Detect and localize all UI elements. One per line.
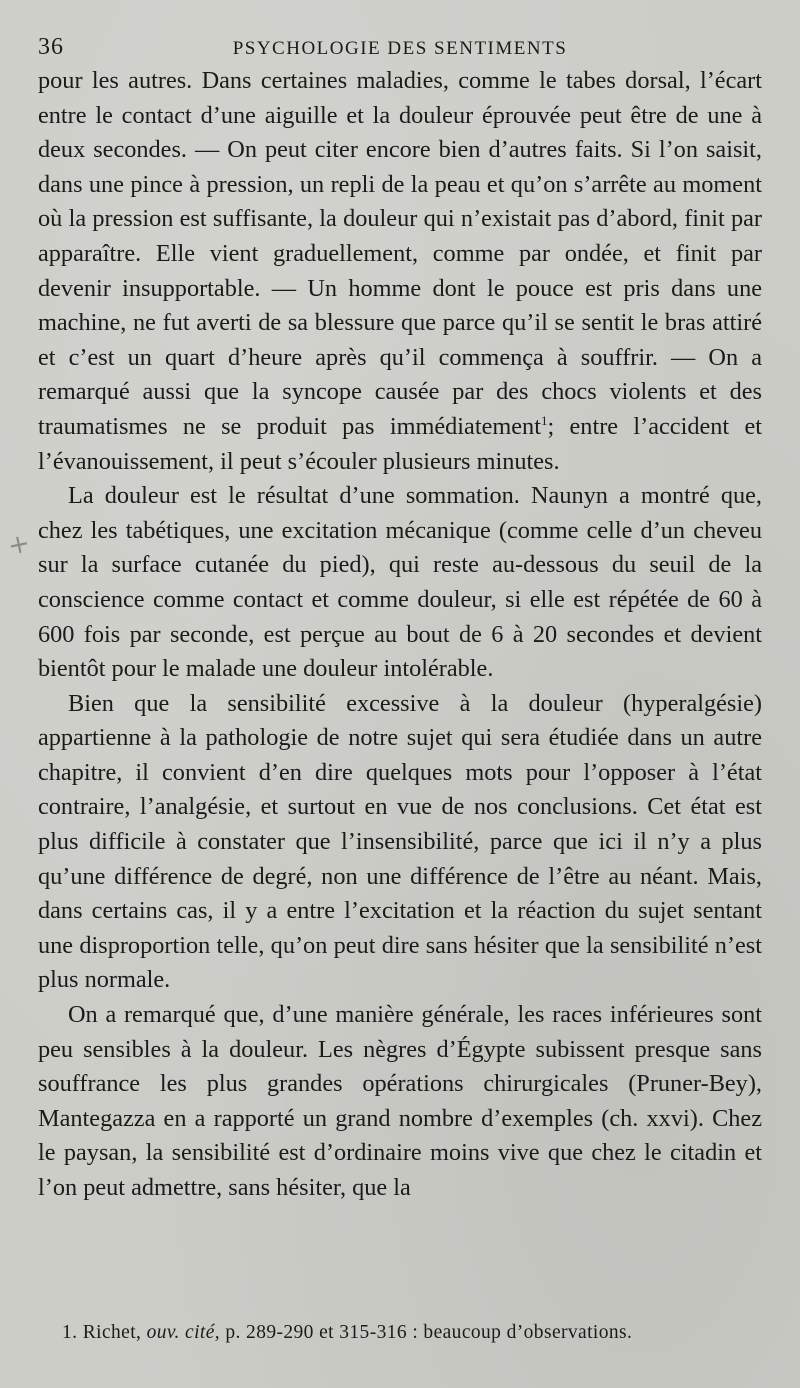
running-title: PSYCHOLOGIE DES SENTIMENTS <box>232 38 568 59</box>
footnote-marker: 1. <box>62 1322 78 1343</box>
running-head <box>38 30 762 64</box>
footnote-work: ouv. cité, <box>146 1322 221 1343</box>
footnote-rest: p. 289-290 et 315-316 : beaucoup d’observations. <box>225 1322 633 1343</box>
footnote-author: Richet, <box>82 1322 142 1343</box>
page-number: 36 <box>38 34 64 60</box>
footnote-reference[interactable]: 1 <box>540 412 548 428</box>
paragraph-1 <box>38 64 762 479</box>
paragraph-4: On a remarqué que, d’une manière générale, les races inférieures sont peu sensibles à la douleur. Les nègres d’Égypte subissent presque sans souffrance les plus grandes opérations chirurgicales (Pruner-Bey), Mantegazza en a rapporté un grand nombre d’exemples (ch. xxvi). Chez le paysan, la sensibilité est d’ordinaire moins vive que chez le citadin et l’on peut admettre, sans hésiter, que la <box>38 1001 762 1201</box>
footnote <box>62 1322 762 1344</box>
paragraph-2: La douleur est le résultat d’une sommation. Naunyn a montré que, chez les tabétiques, une excitation mécanique (comme celle d’un cheveu sur la surface cutanée du pied), qui reste au-dessous du seuil de la conscience comme contact et comme douleur, si elle est répétée de 60 à 600 fois par seconde, est perçue au bout de 6 à 20 secondes et devient bientôt pour le malade une douleur intolérable. <box>38 482 762 683</box>
paragraph-1-text-after: ; entre l’accident et l’évanouissement, il peut s’écouler plusieurs minutes. <box>38 412 762 475</box>
paragraph-3: Bien que la sensibilité excessive à la douleur (hyperalgésie) appartienne à la pathologie de notre sujet qui sera étudiée dans un autre chapitre, il convient d’en dire quelques mots pour l’opposer à l’état contraire, l’analgésie, et surtout en vue de nos conclusions. Cet état est plus difficile à constater que l’insensibilité, parce que ici il n’y a plus qu’une différence de degré, non une différence de l’être au néant. Mais, dans certains cas, il y a entre l’excitation et la réaction du sujet sentant une disproportion telle, qu’on peut dire sans hésiter que la sensibilité n’est plus normale. <box>38 689 762 994</box>
paragraph-1-text-before: pour les autres. Dans certaines maladies, comme le tabes dorsal, l’écart entre le contact d’une aiguille et la douleur éprouvée peut être de une à deux secondes. — On peut citer encore bien d’autres faits. Si l’on saisit, dans une pince à pression, un repli de la peau et qu’on s’arrête au moment où la pression est suffisante, la douleur qui n’existait pas d’abord, finit par apparaître. Elle vient graduellement, comme par ondée, et finit par devenir insupportable. — Un homme dont le pouce est pris dans une machine, ne fut averti de sa blessure que parce qu’il se sentit le bras attiré et c’est un quart d’heure après qu’il commença à souffrir. — On a remarqué aussi que la syncope causée par des chocs violents et des traumatismes ne se produit pas immédiatement <box>38 67 762 440</box>
body-text <box>38 64 762 1206</box>
handwritten-margin-mark: + <box>5 528 33 562</box>
